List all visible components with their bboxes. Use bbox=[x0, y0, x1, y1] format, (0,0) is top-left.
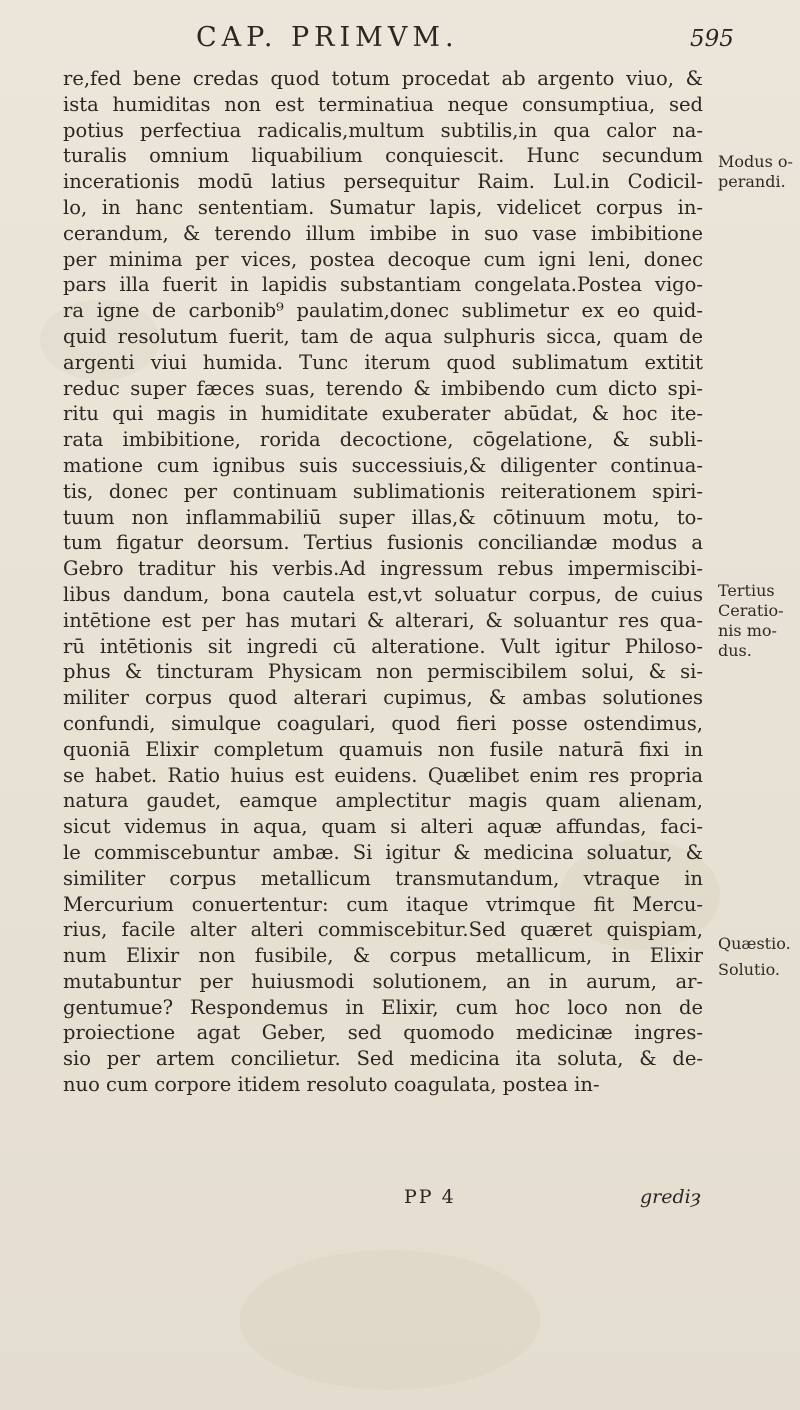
text-line: nuo cum corpore itidem resoluto coagulata, postea in- bbox=[63, 1073, 600, 1097]
text-line: argenti viui humida. Tunc iterum quod sublimatum extitit bbox=[63, 350, 703, 374]
text-line: tis, donec per continuam sublimationis reiterationem spiri- bbox=[63, 479, 703, 503]
margin-note-quaestio: Quæstio. bbox=[718, 934, 791, 953]
text-line: rata imbibitione, rorida decoctione, cōgelatione, & subli- bbox=[63, 428, 703, 452]
text-line: cerandum, & terendo illum imbibe in suo vase imbibitione bbox=[63, 221, 703, 245]
text-line: le commiscebuntur ambæ. Si igitur & medicina soluatur, & bbox=[63, 840, 703, 864]
text-line: turalis omnium liquabilium conquiescit. Hunc secundum bbox=[63, 144, 703, 168]
text-line: re,fed bene credas quod totum procedat ab argento viuo, & bbox=[63, 67, 703, 90]
text-line: natura gaudet, eamque amplectitur magis quam alienam, bbox=[63, 789, 703, 813]
page-number: 595 bbox=[690, 26, 734, 52]
margin-note-operandi: perandi. bbox=[718, 172, 786, 191]
text-line: Gebro traditur his verbis.Ad ingressum rebus impermiscibi- bbox=[63, 557, 703, 581]
page-footer bbox=[0, 1186, 800, 1226]
text-line: pars illa fuerit in lapidis substantiam congelata.Postea vigo- bbox=[63, 273, 703, 297]
text-line: phus & tincturam Physicam non permiscibilem solui, & si- bbox=[63, 660, 703, 684]
text-line: per minima per vices, postea decoque cum igni leni, donec bbox=[63, 247, 703, 271]
text-line: libus dandum, bona cautela est,vt soluatur corpus, de cuius bbox=[63, 582, 703, 606]
text-line: quoniā Elixir completum quamuis non fusile naturā fixi in bbox=[63, 737, 703, 761]
text-line: num Elixir non fusibile, & corpus metallicum, in Elixir bbox=[63, 944, 703, 968]
paper-stain bbox=[240, 1250, 540, 1390]
text-line: militer corpus quod alterari cupimus, & ambas solutiones bbox=[63, 686, 703, 710]
text-line: gentumue? Respondemus in Elixir, cum hoc loco non de bbox=[63, 995, 703, 1019]
margin-note-modus: Modus o- bbox=[718, 152, 793, 171]
margin-note-tertius: Tertius bbox=[718, 581, 775, 600]
text-line: ista humiditas non est terminatiua neque consumptiua, sed bbox=[63, 92, 703, 116]
body-text bbox=[63, 66, 703, 1098]
text-line: ra igne de carbonib⁹ paulatim,donec sublimetur ex eo quid- bbox=[63, 299, 703, 323]
margin-note-solutio: Solutio. bbox=[718, 960, 780, 979]
text-line: sio per artem concilietur. Sed medicina ita soluta, & de- bbox=[63, 1047, 703, 1071]
text-line: ritu qui magis in humiditate exuberater abūdat, & hoc ite- bbox=[63, 402, 703, 426]
text-line: mutabuntur per huiusmodi solutionem, an in aurum, ar- bbox=[63, 969, 703, 993]
margin-note-ceratio: Ceratio- bbox=[718, 601, 784, 620]
text-line: proiectione agat Geber, sed quomodo medicinæ ingres- bbox=[63, 1021, 703, 1045]
margin-note-nis-mo: nis mo- bbox=[718, 621, 777, 640]
text-line: similiter corpus metallicum transmutandum, vtraque in bbox=[63, 866, 703, 890]
page-header bbox=[0, 22, 800, 62]
text-line: incerationis modū latius persequitur Raim. Lul.in Codicil- bbox=[63, 170, 703, 194]
text-line: intētione est per has mutari & alterari, & soluantur res qua- bbox=[63, 608, 703, 632]
text-line: rū intētionis sit ingredi cū alteratione. Vult igitur Philoso- bbox=[63, 634, 703, 658]
signature-mark: PP 4 bbox=[404, 1186, 456, 1208]
text-line: lo, in hanc sententiam. Sumatur lapis, videlicet corpus in- bbox=[63, 195, 703, 219]
running-title: CAP. PRIMVM. bbox=[196, 22, 459, 53]
text-line: tum figatur deorsum. Tertius fusionis conciliandæ modus a bbox=[63, 531, 703, 555]
text-line: Mercurium conuertentur: cum itaque vtrimque fit Mercu- bbox=[63, 892, 703, 916]
text-line: tuum non inflammabiliū super illas,& cōtinuum motu, to- bbox=[63, 505, 703, 529]
text-line: matione cum ignibus suis successiuis,& diligenter continua- bbox=[63, 453, 703, 477]
text-line: rius, facile alter alteri commiscebitur.Sed quæret quispiam, bbox=[63, 918, 703, 942]
catchword: grediȝ bbox=[640, 1186, 701, 1208]
text-line: sicut videmus in aqua, quam si alteri aquæ affundas, faci- bbox=[63, 815, 703, 839]
text-line: se habet. Ratio huius est euidens. Quælibet enim res propria bbox=[63, 763, 703, 787]
margin-note-dus: dus. bbox=[718, 641, 752, 660]
text-line: potius perfectiua radicalis,multum subtilis,in qua calor na- bbox=[63, 118, 703, 142]
text-line: quid resolutum fuerit, tam de aqua sulphuris sicca, quam de bbox=[63, 324, 703, 348]
text-line: reduc super fæces suas, terendo & imbibendo cum dicto spi- bbox=[63, 376, 703, 400]
text-line: confundi, simulque coagulari, quod fieri posse ostendimus, bbox=[63, 711, 703, 735]
